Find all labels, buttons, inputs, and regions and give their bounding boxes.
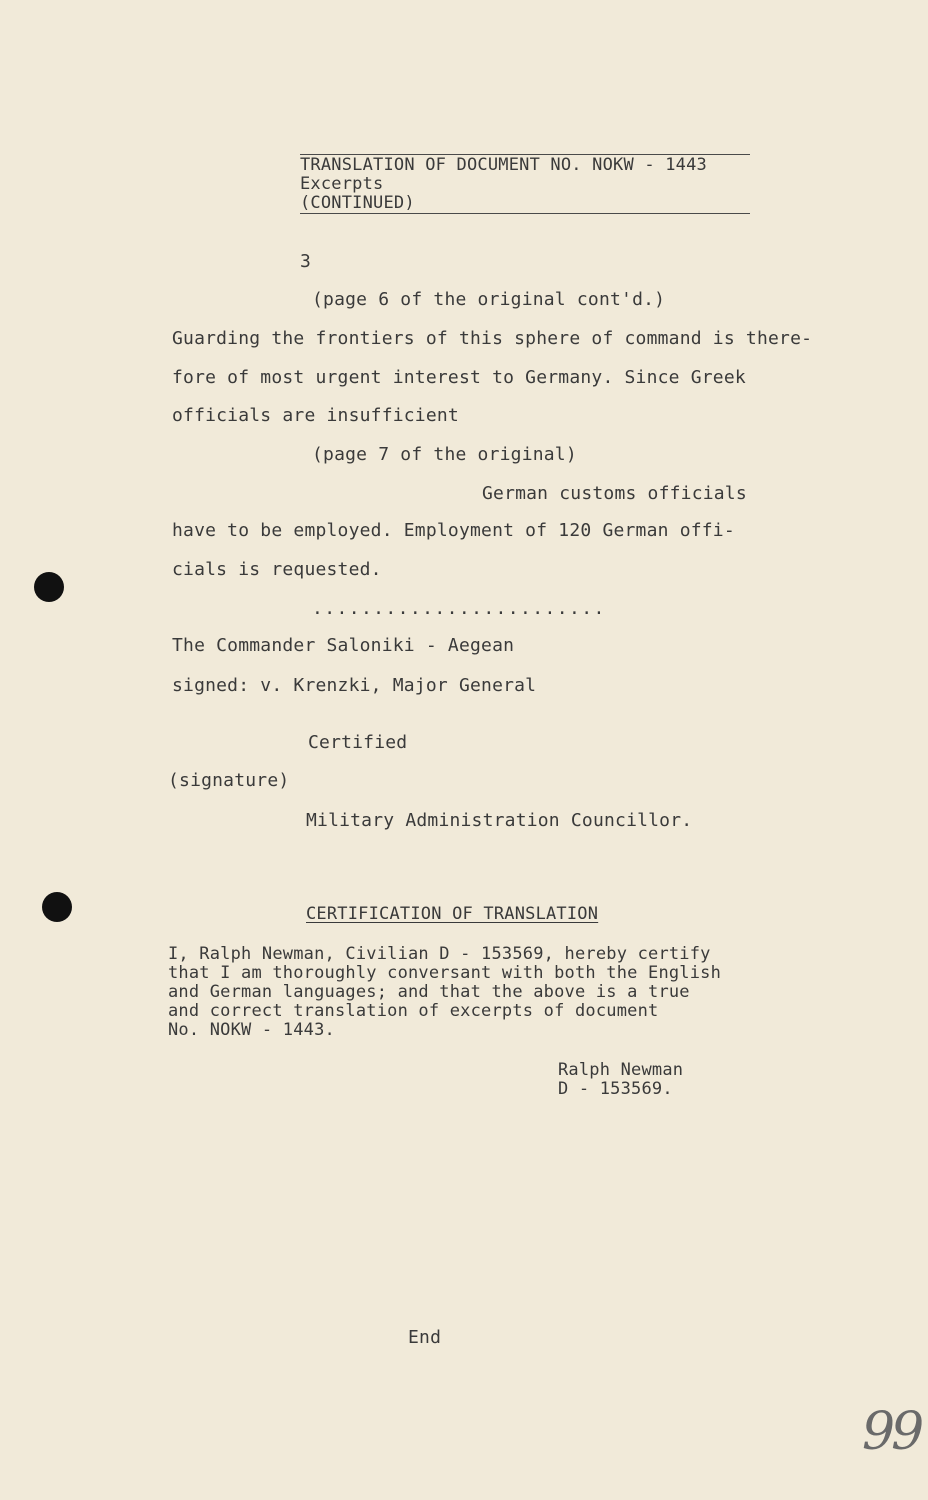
punch-hole-icon: [42, 892, 72, 922]
handwritten-page-number: 99: [862, 1402, 921, 1462]
body-line: fore of most urgent interest to Germany. Since Greek: [172, 367, 746, 388]
page-reference-7: (page 7 of the original): [312, 444, 577, 465]
certification-line: and correct translation of excerpts of document: [168, 1001, 659, 1021]
document-subtitle: Excerpts: [300, 174, 384, 194]
commander-line: The Commander Saloniki - Aegean: [172, 635, 515, 656]
certified-label: Certified: [308, 732, 408, 753]
signature-placeholder: (signature): [168, 770, 290, 791]
body-line: have to be employed. Employment of 120 German offi-: [172, 520, 735, 541]
page-number: 3: [300, 251, 312, 272]
page-reference-6: (page 6 of the original cont'd.): [312, 289, 666, 310]
translator-name: Ralph Newman: [558, 1060, 684, 1080]
councillor-title: Military Administration Councillor.: [306, 810, 693, 831]
body-line: cials is requested.: [172, 559, 382, 580]
body-line: Guarding the frontiers of this sphere of command is there-: [172, 328, 813, 349]
certification-line: I, Ralph Newman, Civilian D - 153569, hereby certify: [168, 944, 711, 964]
continued-label: (CONTINUED): [300, 193, 415, 213]
punch-hole-icon: [34, 572, 64, 602]
body-line: German customs officials: [482, 483, 747, 504]
dotted-separator: ........................: [312, 598, 606, 619]
certification-line: No. NOKW - 1443.: [168, 1020, 335, 1040]
end-marker: End: [408, 1327, 442, 1348]
body-line: officials are insufficient: [172, 405, 459, 426]
certification-line: that I am thoroughly conversant with both the English: [168, 963, 722, 983]
translator-id: D - 153569.: [558, 1079, 673, 1099]
certification-heading: CERTIFICATION OF TRANSLATION: [306, 904, 599, 924]
header-bottom-rule: [300, 213, 750, 214]
certification-line: and German languages; and that the above is a true: [168, 982, 690, 1002]
signed-line: signed: v. Krenzki, Major General: [172, 675, 537, 696]
document-title: TRANSLATION OF DOCUMENT NO. NOKW - 1443: [300, 155, 707, 175]
